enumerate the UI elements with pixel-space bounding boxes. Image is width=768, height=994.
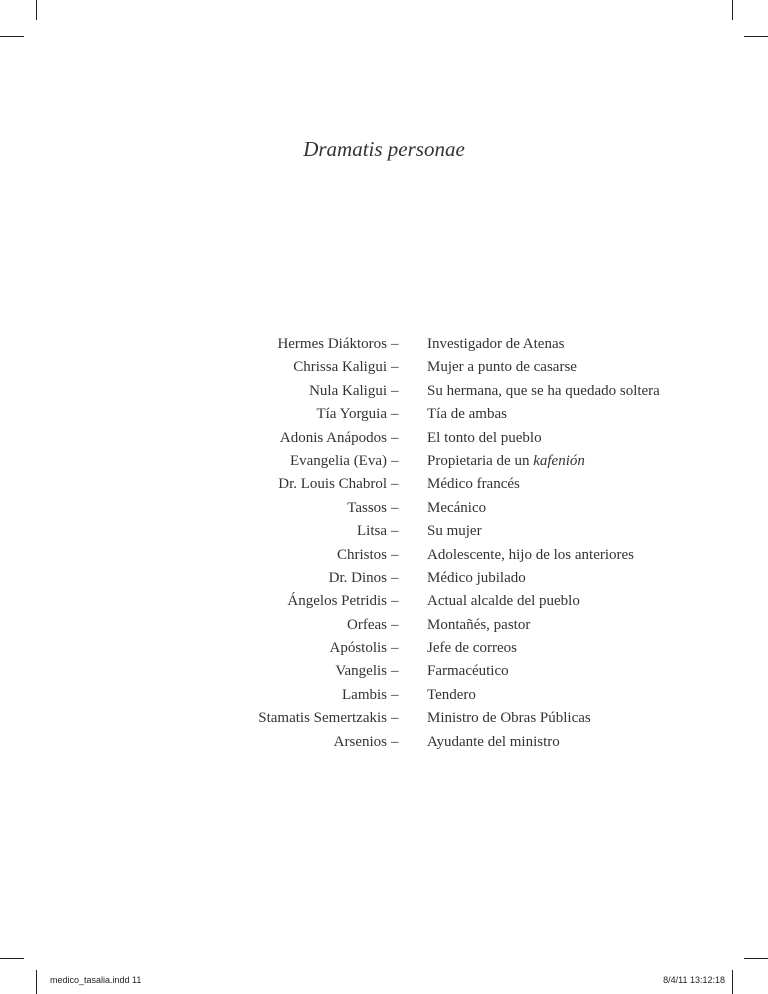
character-description xyxy=(427,497,486,520)
character-row xyxy=(0,684,768,707)
character-description xyxy=(427,637,517,660)
description-text: Mecánico xyxy=(427,499,487,516)
crop-mark xyxy=(732,0,733,20)
character-row xyxy=(0,427,768,450)
character-description xyxy=(427,427,542,450)
crop-mark xyxy=(0,958,24,959)
character-description xyxy=(427,356,577,379)
description-text: Montañés, pastor xyxy=(427,616,531,633)
character-row xyxy=(0,520,768,543)
character-row xyxy=(0,660,768,683)
crop-mark xyxy=(36,970,37,994)
description-text: Propietaria de un xyxy=(427,452,534,469)
description-text: Tendero xyxy=(427,686,476,703)
dash: – xyxy=(391,382,399,399)
character-name: Apóstolis xyxy=(329,640,387,657)
character-row xyxy=(0,707,768,730)
character-description xyxy=(427,544,634,567)
dash: – xyxy=(391,546,399,563)
description-italic: kafenión xyxy=(533,452,585,469)
character-row xyxy=(0,380,768,403)
footer-filename: medico_tasalia.indd 11 xyxy=(50,975,142,985)
description-text: Actual alcalde del pueblo xyxy=(427,593,580,610)
character-row xyxy=(0,567,768,590)
crop-mark xyxy=(732,970,733,994)
dash: – xyxy=(391,640,399,657)
crop-mark xyxy=(744,36,768,37)
character-name: Tía Yorguia xyxy=(316,406,387,423)
character-row xyxy=(0,544,768,567)
character-name: Dr. Dinos xyxy=(328,569,387,586)
character-row xyxy=(0,614,768,637)
character-name: Adonis Anápodos xyxy=(279,429,387,446)
character-description xyxy=(427,660,509,683)
dash: – xyxy=(391,359,399,376)
crop-mark xyxy=(36,0,37,20)
character-description xyxy=(427,614,530,637)
character-row xyxy=(0,590,768,613)
character-row xyxy=(0,450,768,473)
description-text: Médico francés xyxy=(427,476,520,493)
dash: – xyxy=(391,663,399,680)
dash: – xyxy=(391,710,399,727)
character-description xyxy=(427,567,526,590)
description-text: Su mujer xyxy=(427,523,482,540)
character-list xyxy=(0,333,768,754)
dash: – xyxy=(391,569,399,586)
dash: – xyxy=(391,686,399,703)
character-name: Litsa xyxy=(357,523,387,540)
dash: – xyxy=(391,336,399,352)
character-description xyxy=(427,590,580,613)
dash: – xyxy=(391,452,399,469)
crop-mark xyxy=(0,36,24,37)
dash: – xyxy=(391,476,399,493)
description-text: Farmacéutico xyxy=(427,663,509,680)
character-row xyxy=(0,356,768,379)
character-row xyxy=(0,473,768,496)
dash: – xyxy=(391,593,399,610)
character-name: Orfeas xyxy=(347,616,387,633)
description-text: Tía de ambas xyxy=(427,406,507,423)
character-name: Dr. Louis Chabrol xyxy=(278,476,387,493)
character-description xyxy=(427,731,560,754)
dash: – xyxy=(391,429,399,446)
character-description xyxy=(427,707,591,730)
description-text: Mujer a punto de casarse xyxy=(427,359,577,376)
footer-timestamp: 8/4/11 13:12:18 xyxy=(663,975,725,985)
character-name: Chrissa Kaligui xyxy=(293,359,387,376)
character-name: Vangelis xyxy=(335,663,387,680)
description-text: El tonto del pueblo xyxy=(427,429,542,446)
description-text: Ministro de Obras Públicas xyxy=(427,710,591,727)
character-description xyxy=(427,403,507,426)
character-name: Evangelia (Eva) xyxy=(289,452,387,469)
character-description xyxy=(427,684,476,707)
character-name: Nula Kaligui xyxy=(309,382,387,399)
character-description xyxy=(427,520,482,543)
dash: – xyxy=(391,616,399,633)
page-title: Dramatis personae xyxy=(303,137,465,161)
description-text: Ayudante del ministro xyxy=(427,733,560,750)
character-row xyxy=(0,333,768,356)
character-description xyxy=(427,380,660,403)
description-text: Adolescente, hijo de los anteriores xyxy=(427,546,635,563)
dash: – xyxy=(391,499,399,516)
character-name: Hermes Diáktoros xyxy=(277,336,387,352)
dash: – xyxy=(391,523,399,540)
description-text: Investigador de Atenas xyxy=(427,336,565,352)
character-name: Stamatis Semertzakis xyxy=(258,710,387,727)
description-text: Médico jubilado xyxy=(427,569,526,586)
character-row xyxy=(0,403,768,426)
description-text: Su hermana, que se ha quedado soltera xyxy=(427,382,660,399)
character-row xyxy=(0,497,768,520)
character-name: Christos xyxy=(336,546,387,563)
character-name: Arsenios xyxy=(333,733,387,750)
character-name: Lambis xyxy=(342,686,387,703)
character-description xyxy=(427,333,564,356)
character-description xyxy=(427,473,520,496)
crop-mark xyxy=(744,958,768,959)
dash: – xyxy=(391,733,399,750)
description-text: Jefe de correos xyxy=(427,640,517,657)
dash: – xyxy=(391,406,399,423)
character-name: Ángelos Petridis xyxy=(287,593,387,610)
character-name: Tassos xyxy=(347,499,387,516)
character-description xyxy=(427,450,585,473)
character-row xyxy=(0,731,768,754)
character-row xyxy=(0,637,768,660)
